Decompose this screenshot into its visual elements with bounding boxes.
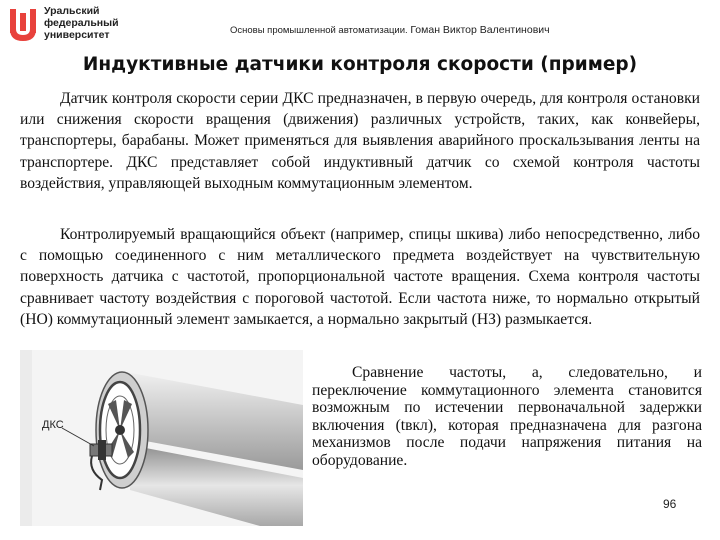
urfu-logo [8, 5, 128, 49]
slide-title: Индуктивные датчики контроля скорости (пример) [82, 54, 638, 75]
urfu-logo-icon [8, 7, 38, 45]
conveyor-sensor-illustration [20, 350, 303, 526]
paragraph-comparison: Сравнение частоты, а, следовательно, и переключение коммутационного элемента становится возможным по истечении первоначальной задержки включения (tвкл), которая предназначена для разгона механизмов после подачи напряжения питания на оборудование. [312, 364, 702, 469]
paragraph-intro: Датчик контроля скорости серии ДКС предназначен, в первую очередь, для контроля остановки или снижения скорости вращения (движения) различных устройств, таких, как конвейеры, транспортеры, барабаны. Может применяться для выявления аварийного проскальзывания ленты на транспортере. ДКС представляет собой индуктивный датчик со схемой контроля частоты воздействия, управляющей выходным коммутационным элементом. [20, 90, 700, 192]
course-name: Основы промышленной автоматизации. [230, 25, 408, 36]
slide-header [230, 24, 550, 36]
slide-number: 96 [663, 497, 677, 511]
sensor-label: ДКС [42, 419, 64, 431]
author-name: Гоман Виктор Валентинович [410, 24, 550, 36]
university-name: Уральский федеральный университет [44, 5, 119, 41]
paragraph-principle: Контролируемый вращающийся объект (например, спицы шкива) либо непосредственно, либо с помощью соединенного с ним металлического предмета воздействует на чувствительную поверхность датчика с частотой, пропорциональной частоте вращения. Схема контроля частоты сравнивает частоту воздействия с пороговой частотой. Если частота ниже, то нормально открытый (НО) коммутационный элемент замыкается, а нормально закрытый (НЗ) размыкается. [20, 226, 700, 328]
